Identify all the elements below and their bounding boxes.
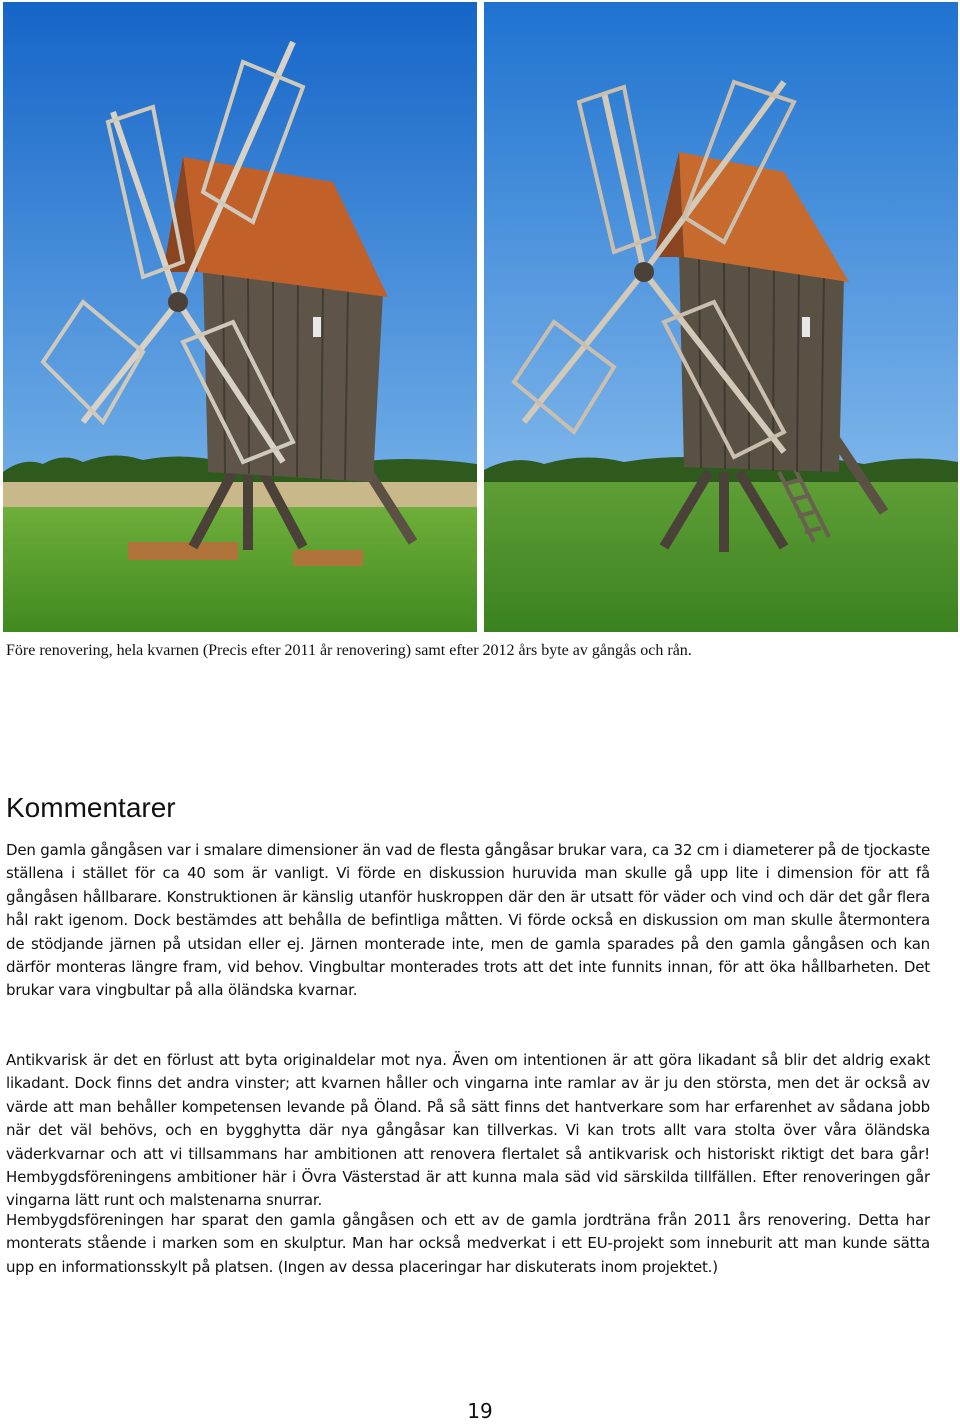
windmill-after-illustration — [484, 2, 958, 632]
paragraph-1-continued: Vi förde en diskussion huruvida man skulle gå upp lite i dimension för att få gångåsen hållbarare. Konstruktionen är känslig utanför huskroppen där den är utsatt för väder och vind och där det går flera hål rakt igenom. Dock bestämdes att behålla de befintliga måtten. Vi förde också en diskussion om man skulle återmontera de stödjande järnen på utsidan eller ej. Järnen monterade inte, men de gamla sparades på den gamla gångåsen och kan därför monteras längre fram, vid behov. Vingbultar monterades trots att det inte funnits innan, för att öka hållbarheten. Det brukar vara vingbultar på alla öländska kvarnar. — [6, 864, 930, 1000]
photo-windmill-after — [484, 2, 958, 632]
windmill-before-illustration — [3, 2, 477, 632]
section-heading: Kommentarer — [6, 792, 176, 823]
paragraph-1: Den gamla gångåsen var i smalare dimensioner än vad de flesta gångåsar brukar vara, ca 32 cm i diameterer på de tjockaste ställena i stället för ca 40 som är vanligt. Vi förde en diskussion huruvida man skulle gå upp lite i dimension för att få gångåsen hållbarare. Konstruktionen är känslig utanför huskroppen där den är utsatt för väder och vind och där det går flera hål rakt igenom. Dock bestämdes att behålla de befintliga måtten. Vi förde också en diskussion om man skulle återmontera de stödjande järnen på utsidan eller ej. Järnen monterade inte, men de gamla sparades på den gamla gångåsen och kan därför monteras längre fram, vid behov. Vingbultar monterades trots att det inte funnits innan, för att öka hållbarheten. Det brukar vara vingbultar på alla öländska kvarnar. — [6, 841, 930, 1000]
page-number: 19 — [467, 1399, 493, 1423]
photo-windmill-before — [3, 2, 477, 632]
paragraph-2: Antikvarisk är det en förlust att byta originaldelar mot nya. Även om intentionen är att göra likadant så blir det aldrig exakt likadant. Dock finns det andra vinster; att kvarnen håller och vingarna inte ramlar av är ju den största, men det är också av värde att man behåller kompetensen levande på Öland. På så sätt finns det hantverkare som har erfarenhet av sådana jobb när det väl behövs, och en bygghytta där nya gångåsar kan tillverkas. Vi kan trots allt vara stolta över våra öländska väderkvarnar och att vi tillsammans har ambitionen att renovera flertalet så antikvarisk och historiskt riktigt det bara går! Hembygdsföreningens ambitioner här i Övra Västerstad är att kunna mala säd vid särskilda tillfällen. Efter renoveringen går vingarna lätt runt och malstenarna snurrar. — [6, 1051, 930, 1210]
photo-caption: Före renovering, hela kvarnen (Precis efter 2011 år renovering) samt efter 2012 års byte av gångås och rån. — [6, 642, 692, 659]
paragraph-3: Hembygdsföreningen har sparat den gamla gångåsen och ett av de gamla jordträna från 2011 års renovering. Detta har monterats stående i marken som en skulptur. Man har också medverkat i ett EU-projekt som inneburit att man kunde sätta upp en informationsskylt på platsen. (Ingen av dessa placeringar har diskuterats inom projektet.) — [6, 1211, 930, 1276]
